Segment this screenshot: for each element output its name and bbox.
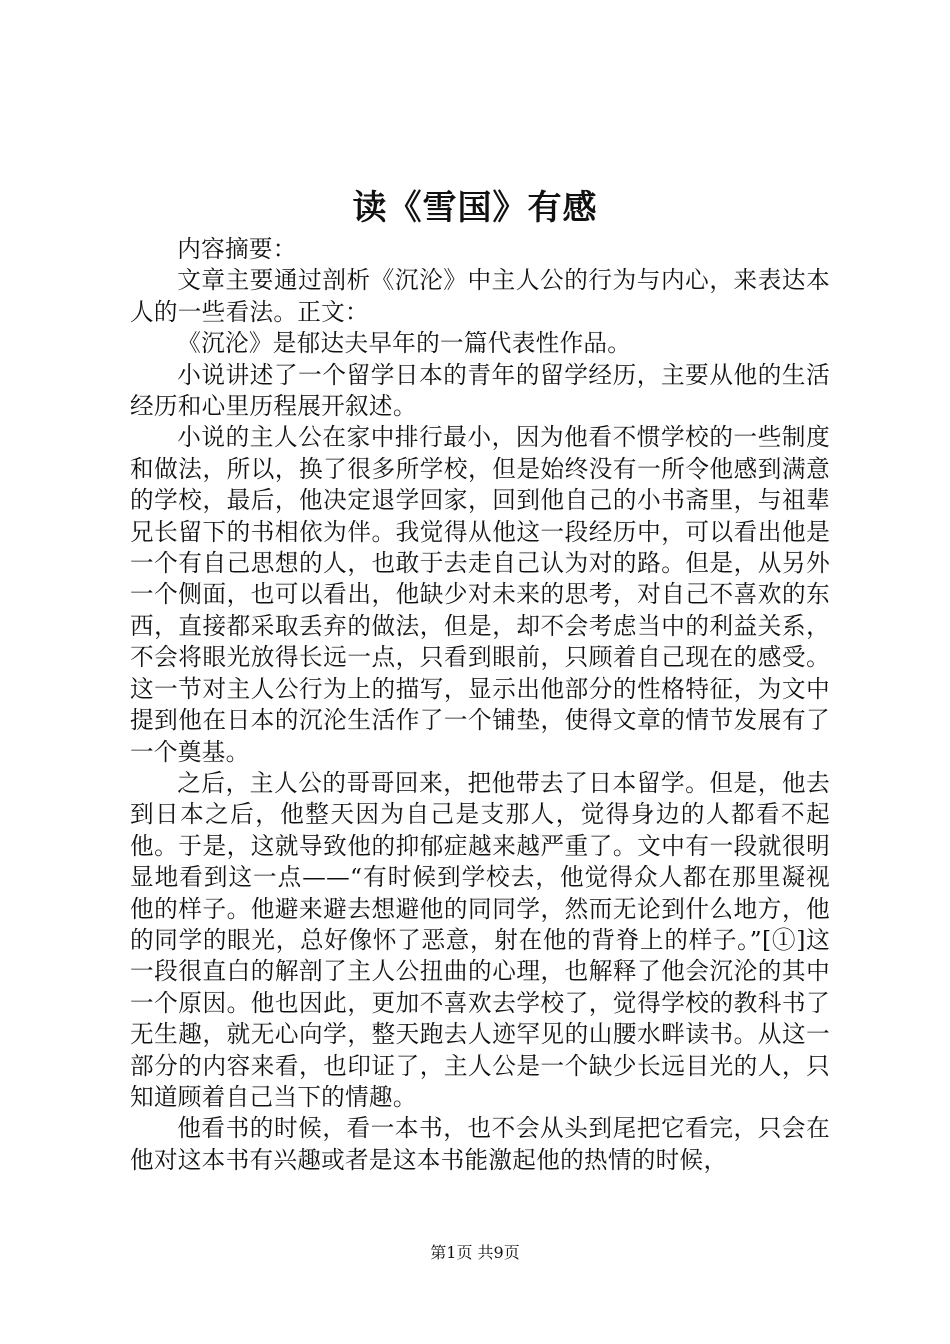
paragraph-intro: 《沉沦》是郁达夫早年的一篇代表性作品。: [177, 329, 632, 358]
page-number: 第1页 共9页: [430, 1243, 520, 1262]
paragraph-reading: 他看书的时候，看一本书，也不会从头到尾把它看完，只会在他对这本书有兴趣或者是这本书能激起他的热情的时候，: [130, 1114, 830, 1174]
paragraph-protagonist: 小说的主人公在家中排行最小，因为他看不惯学校的一些制度和做法，所以，换了很多所学校，但是始终没有一所令他感到满意的学校，最后，他决定退学回家，回到他自己的小书斋里，与祖辈兄长留下的书相依为伴。我觉得从他这一段经历中，可以看出他是一个有自己思想的人，也敢于去走自己认为对的路。但是，从另外一个侧面，也可以看出，他缺少对未来的思考，对自己不喜欢的东西，直接都采取丢弃的做法，但是，却不会考虑当中的利益关系，不会将眼光放得长远一点，只看到眼前，只顾着自己现在的感受。这一节对主人公行为上的描写，显示出他部分的性格特征，为文中提到他在日本的沉沦生活作了一个铺垫，使得文章的情节发展有了一个奠基。: [130, 423, 830, 766]
document-title: 读《雪国》有感: [352, 188, 598, 228]
document-body: [130, 234, 830, 1176]
paragraph-japan: 之后，主人公的哥哥回来，把他带去了日本留学。但是，他去到日本之后，他整天因为自己是支那人，觉得身边的人都看不起他。于是，这就导致他的抑郁症越来越严重了。文中有一段就很明显地看到这一点——“有时候到学校去，他觉得众人都在那里凝视他的样子。他避来避去想避他的同同学，然而无论到什么地方，他的同学的眼光，总好像怀了恶意，射在他的背脊上的样子。”[①]这一段很直白的解剖了主人公扭曲的心理，也解释了他会沉沦的其中一个原因。他也因此，更加不喜欢去学校了，觉得学校的教科书了无生趣，就无心向学，整天跑去人迹罕见的山腰水畔读书。从这一部分的内容来看，也印证了，主人公是一个缺少长远目光的人，只知道顾着自己当下的情趣。: [130, 768, 830, 1111]
paragraph-abstract: 文章主要通过剖析《沉沦》中主人公的行为与内心，来表达本人的一些看法。正文：: [130, 266, 830, 326]
paragraph-summary: 小说讲述了一个留学日本的青年的留学经历，主要从他的生活经历和心里历程展开叙述。: [130, 360, 830, 421]
paragraph-abstract-label: 内容摘要：: [177, 235, 297, 263]
